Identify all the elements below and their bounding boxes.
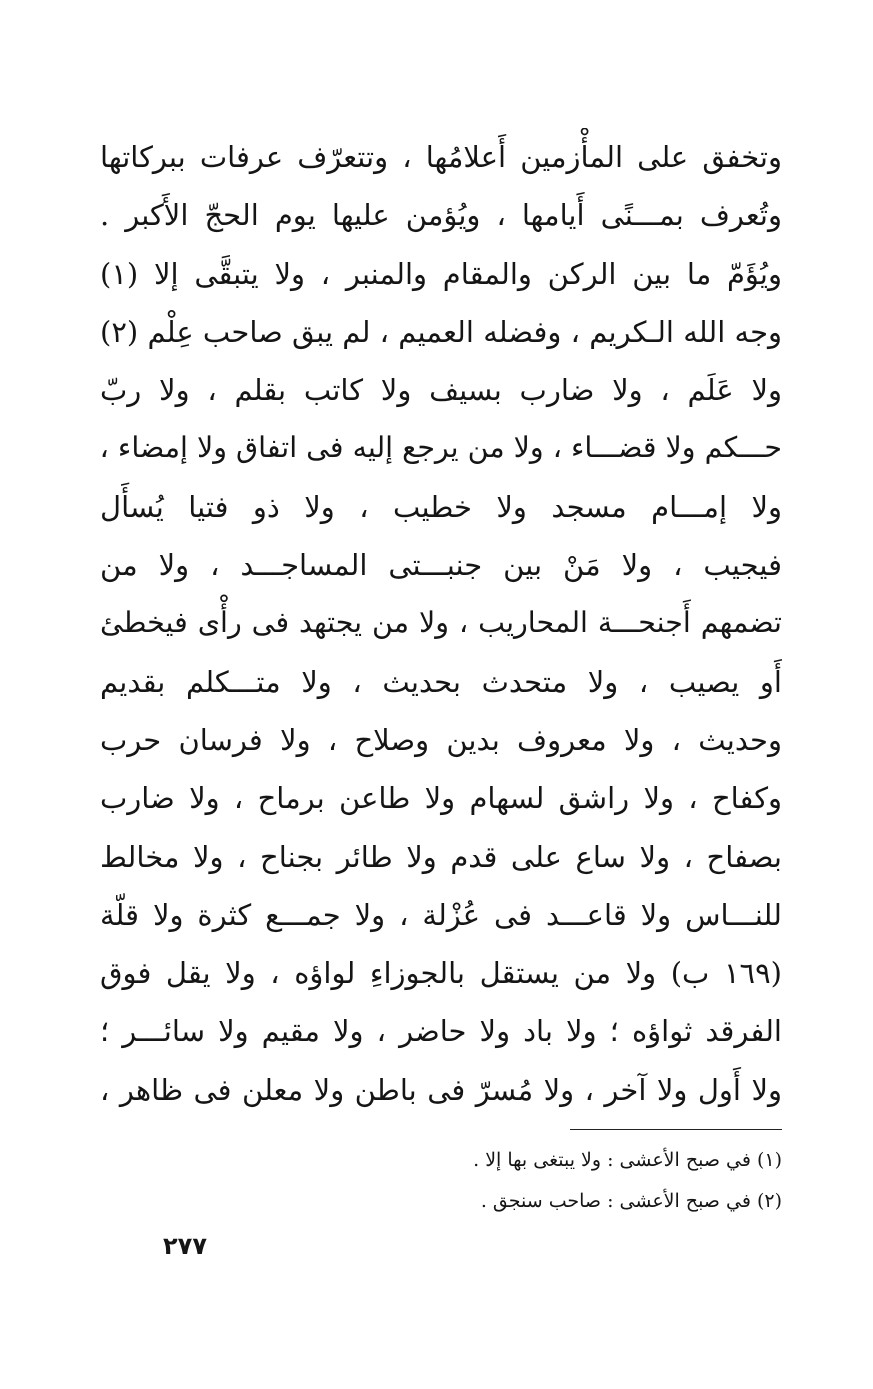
text-line: للنـــاس ولا قاعـــد فى عُزْلة ، ولا جمـــع كثرة ولا قلّة (100, 897, 782, 932)
text-line: الفرقد ثواؤه ؛ ولا باد ولا حاضر ، ولا مقيم ولا سائـــر ؛ (100, 1014, 782, 1049)
text-line: ولا عَلَم ، ولا ضارب بسيف ولا كاتب بقلم ، ولا ربّ (100, 373, 782, 408)
page-number: ٢٧٧ (163, 1232, 207, 1260)
text-line: ويُؤَمّ ما بين الركن والمقام والمنبر ، ولا يتبقَّى إلا (١) (100, 256, 782, 291)
text-line: وجه الله الـكريم ، وفضله العميم ، لم يبق صاحب عِلْم (٢) (100, 314, 782, 349)
text-line: ولا أَول ولا آخر ، ولا مُسرّ فى باطن ولا معلن فى ظاهر ، (100, 1072, 782, 1107)
footnote-2: (٢) في صبح الأعشى : صاحب سنجق . (480, 1190, 782, 1212)
text-line: ولا إمـــام مسجد ولا خطيب ، ولا ذو فتيا يُسأَل (100, 489, 782, 524)
footnote-1: (١) في صبح الأعشى : ولا يبتغى بها إلا . (473, 1149, 782, 1171)
text-line: فيجيب ، ولا مَنْ بين جنبـــتى المساجـــد ، ولا من (100, 548, 782, 583)
text-line: وكفاح ، ولا راشق لسهام ولا طاعن برماح ، ولا ضارب (100, 781, 782, 816)
text-line: تضمهم أَجنحـــة المحاريب ، ولا من يجتهد فى رأْى فيخطئ (100, 606, 782, 640)
text-line: أَو يصيب ، ولا متحدث بحديث ، ولا متـــكلم بقديم (100, 664, 782, 699)
main-text (100, 128, 782, 1119)
text-line: (١٦٩ ب) ولا من يستقل بالجوزاءِ لواؤه ، ولا يقل فوق (100, 956, 782, 991)
text-line: وحديث ، ولا معروف بدين وصلاح ، ولا فرسان حرب (100, 722, 782, 757)
text-line: وتُعرف بمـــنًى أَيامها ، ويُؤمن عليها يوم الحجّ الأَكبر . (100, 198, 782, 233)
text-line: بصفاح ، ولا ساع على قدم ولا طائر بجناح ، ولا مخالط (100, 839, 782, 874)
footnote-divider (570, 1129, 782, 1130)
footnotes (100, 1140, 782, 1222)
text-line: حـــكم ولا قضـــاء ، ولا من يرجع إليه فى اتفاق ولا إمضاء ، (100, 431, 782, 465)
text-line: وتخفق على المأْزمين أَعلامُها ، وتتعرّف عرفات ببركاتها (100, 140, 782, 174)
